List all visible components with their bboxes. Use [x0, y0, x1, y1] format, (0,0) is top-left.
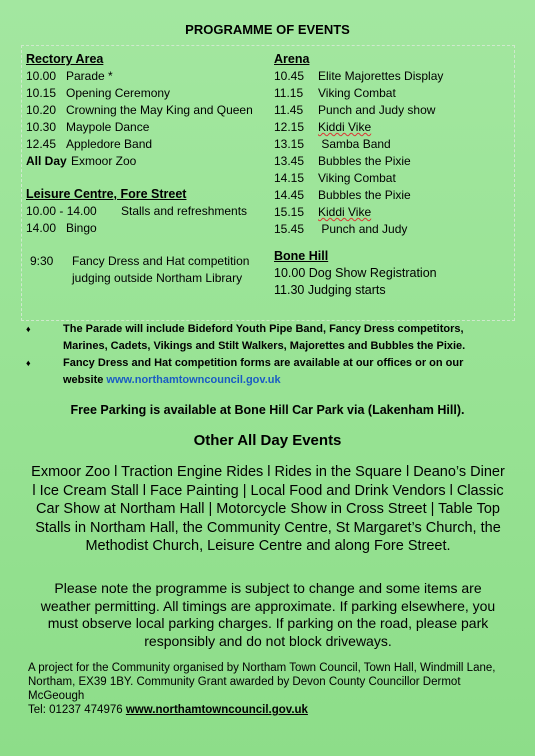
- list-item: [274, 153, 514, 170]
- time: 11.15: [274, 86, 304, 100]
- parking-notice: Free Parking is available at Bone Hill Car Park via (Lakenham Hill).: [70, 403, 465, 417]
- event: Punch and Judy: [318, 222, 408, 236]
- event: Maypole Dance: [66, 120, 150, 134]
- event: Parade *: [66, 69, 113, 83]
- time: 10.20: [26, 103, 57, 117]
- time: 15.15: [274, 205, 305, 219]
- list-item: [26, 119, 266, 136]
- list-item: 10.00 Dog Show Registration: [274, 266, 437, 280]
- event: Punch and Judy show: [318, 103, 436, 117]
- event: Crowning the May King and Queen: [66, 103, 253, 117]
- footer: [28, 661, 518, 717]
- event: Stalls and refreshments: [121, 204, 248, 218]
- event: Viking Combat: [318, 86, 396, 100]
- footer-text: A project for the Community organised by Northam Town Council, Town Hall, Windmill Lane, Northam, EX39 1BY. Community Grant awarded by Devon County Councillor Dermot McGeough: [28, 662, 496, 702]
- list-item: [274, 85, 514, 102]
- notes-list: [26, 321, 506, 389]
- event: Bubbles the Pixie: [318, 188, 411, 202]
- time: 10.15: [26, 86, 57, 100]
- list-item: [274, 170, 514, 187]
- list-item: [274, 187, 514, 204]
- allday-label: All Day: [26, 154, 67, 168]
- list-item: [26, 68, 266, 85]
- event: Kiddi Vike: [318, 120, 372, 134]
- list-item: [274, 221, 514, 238]
- bullet-text: The Parade will include Bideford Youth Pipe Band, Fancy Dress competitors, Marines, Cadets, Vikings and Stilt Walkers, Majorettes and Bubbles the Pixie.: [63, 323, 466, 352]
- website-link[interactable]: www.northamtowncouncil.gov.uk: [106, 374, 281, 386]
- list-item: [26, 220, 266, 237]
- list-item: [26, 153, 266, 170]
- time: 12.45: [26, 137, 57, 151]
- time: 10.00 - 14.00: [26, 204, 97, 218]
- time: 14.45: [274, 188, 305, 202]
- list-item: 11.30 Judging starts: [274, 283, 386, 297]
- rectory-heading: Rectory Area: [26, 52, 104, 66]
- list-item: [26, 270, 266, 287]
- time: 10.00: [26, 69, 57, 83]
- list-item: [26, 102, 266, 119]
- list-item: [274, 204, 514, 221]
- list-item: [274, 68, 514, 85]
- page-title: PROGRAMME OF EVENTS: [185, 22, 350, 37]
- event: Samba Band: [318, 137, 391, 151]
- left-column: [26, 51, 266, 287]
- event: Opening Ceremony: [66, 86, 171, 100]
- event: Bingo: [66, 221, 97, 235]
- arena-heading: Arena: [274, 52, 310, 66]
- other-events-body: Exmoor Zoo l Traction Engine Rides l Rides in the Square l Deano’s Diner l Ice Cream Stall l Face Painting | Local Food and Drink Vendors l Classic Car Show at Northam Hall | Motorcycle Show in Cross Street | Table Top Stalls in Northam Hall, the Community Centre, St Margaret’s Church, the Methodist Church, Leisure Centre and along Fore Street.: [31, 464, 505, 554]
- list-item: [26, 136, 266, 153]
- list-item: [26, 355, 506, 389]
- time: 12.15: [274, 120, 305, 134]
- event: Elite Majorettes Display: [318, 69, 444, 83]
- time: 10.30: [26, 120, 57, 134]
- time: 15.45: [274, 222, 305, 236]
- list-item: [26, 321, 506, 355]
- bullet-text: Fancy Dress and Hat competition forms are available at our offices or on our website: [63, 357, 464, 386]
- time: 13.15: [274, 137, 305, 151]
- event: Kiddi Vike: [318, 205, 372, 219]
- time: 11.45: [274, 103, 304, 117]
- disclaimer-note: Please note the programme is subject to change and some items are weather permitting. All timings are approximate. If parking elsewhere, you must observe local parking charges. If parking on the road, please park responsibly and do not block driveways.: [40, 580, 496, 649]
- footer-tel: Tel: 01237 474976: [28, 704, 123, 716]
- list-item: [274, 119, 514, 136]
- event: Fancy Dress and Hat competition: [72, 254, 250, 268]
- time: 10.45: [274, 69, 305, 83]
- list-item: [26, 85, 266, 102]
- footer-website-link[interactable]: www.northamtowncouncil.gov.uk: [125, 704, 308, 716]
- time: 13.45: [274, 154, 305, 168]
- time: 14.15: [274, 171, 305, 185]
- bonehill-heading: Bone Hill: [274, 249, 329, 263]
- list-item: [274, 102, 514, 119]
- event: judging outside Northam Library: [72, 271, 243, 285]
- leisure-heading: Leisure Centre, Fore Street: [26, 187, 187, 201]
- other-events-title: Other All Day Events: [193, 432, 342, 449]
- event: Appledore Band: [66, 137, 153, 151]
- time: 14.00: [26, 221, 57, 235]
- diamond-bullet-icon: ♦: [26, 358, 31, 368]
- event: Viking Combat: [318, 171, 396, 185]
- list-item: [26, 253, 266, 270]
- right-column: [274, 51, 514, 299]
- time: 9:30: [30, 254, 54, 268]
- list-item: [274, 136, 514, 153]
- event: Bubbles the Pixie: [318, 154, 411, 168]
- list-item: [26, 203, 266, 220]
- diamond-bullet-icon: ♦: [26, 324, 31, 334]
- event: Exmoor Zoo: [71, 154, 137, 168]
